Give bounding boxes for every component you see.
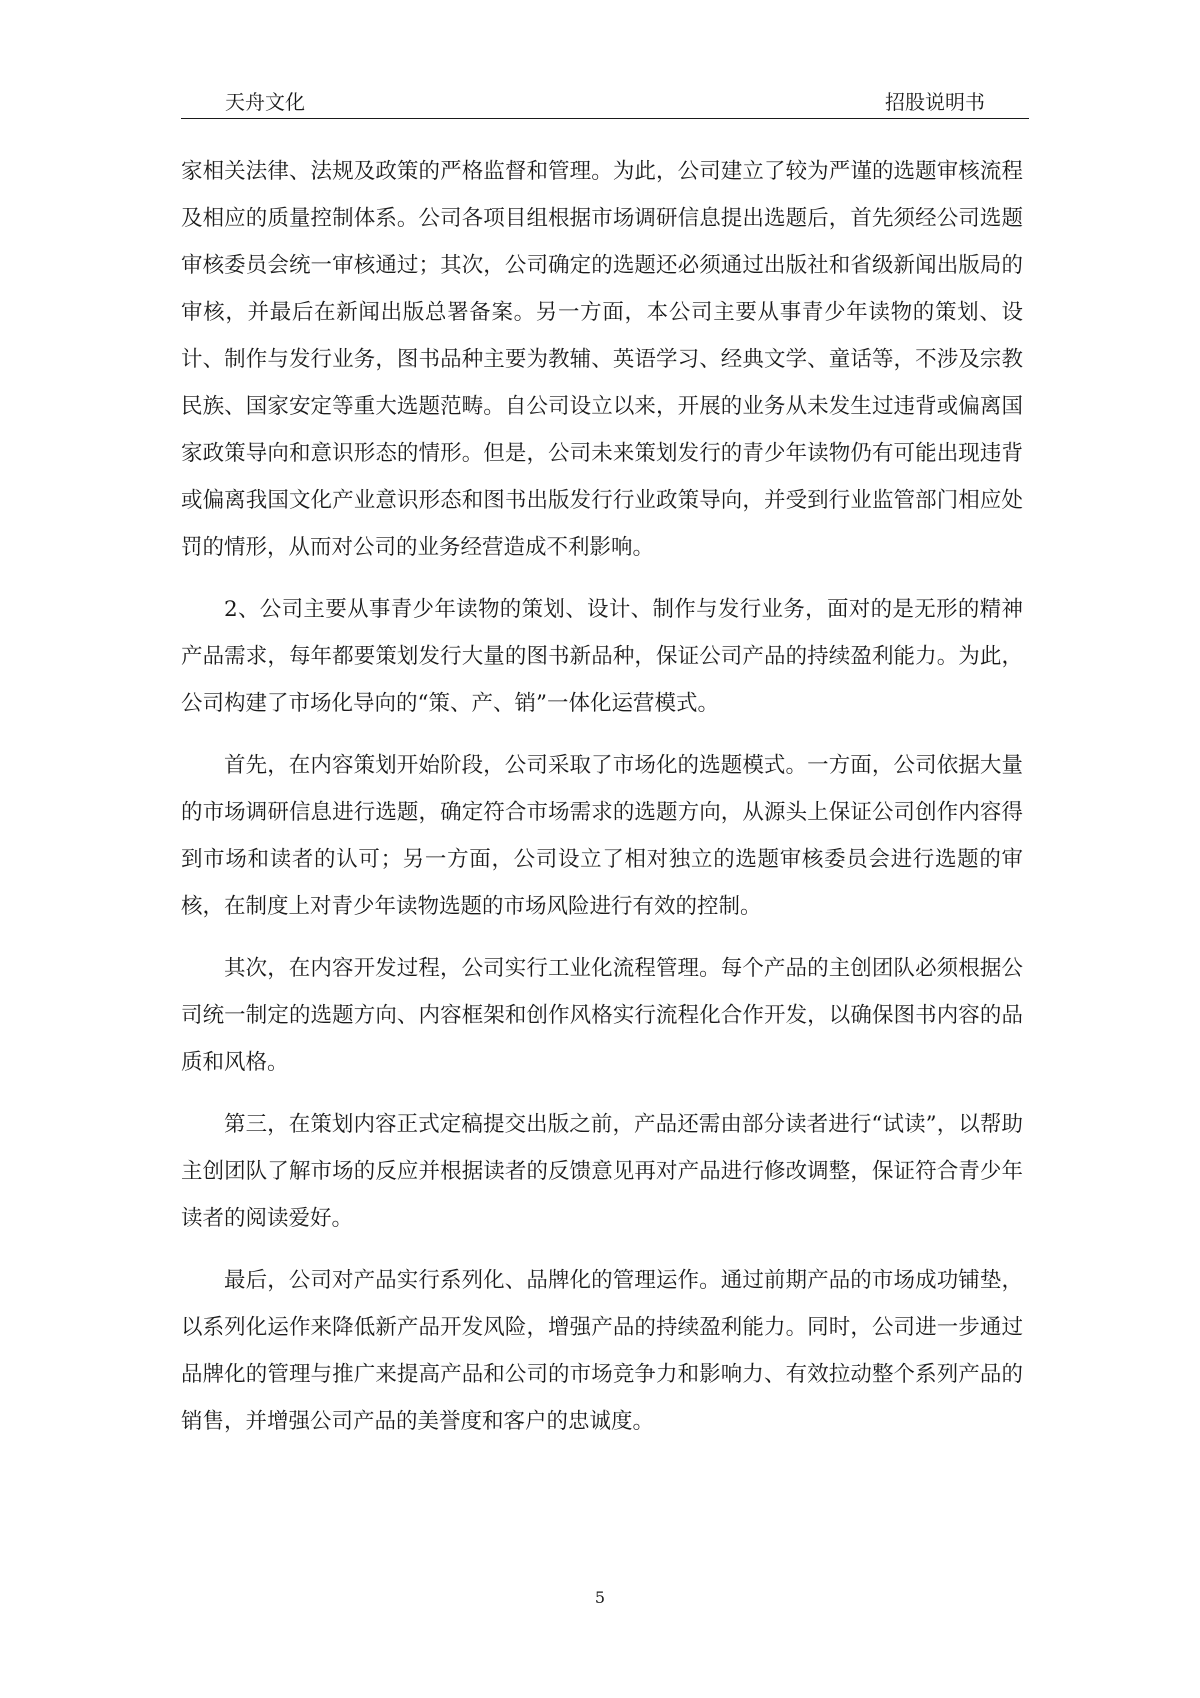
paragraph: 其次，在内容开发过程，公司实行工业化流程管理。每个产品的主创团队必须根据公司统一制定的选题方向、内容框架和创作风格实行流程化合作开发，以确保图书内容的品质和风格。	[181, 956, 1023, 1075]
page-number: 5	[594, 1588, 606, 1607]
paragraph: 第三，在策划内容正式定稿提交出版之前，产品还需由部分读者进行“试读”，以帮助主创团队了解市场的反应并根据读者的反馈意见再对产品进行修改调整，保证符合青少年读者的阅读爱好。	[181, 1112, 1023, 1231]
paragraph-continued: 家相关法律、法规及政策的严格监督和管理。为此，公司建立了较为严谨的选题审核流程及相应的质量控制体系。公司各项目组根据市场调研信息提出选题后，首先须经公司选题审核委员会统一审核通过；其次，公司确定的选题还必须通过出版社和省级新闻出版局的审核，并最后在新闻出版总署备案。另一方面，本公司主要从事青少年读物的策划、设计、制作与发行业务，图书品种主要为教辅、英语学习、经典文学、童话等，不涉及宗教民族、国家安定等重大选题范畴。自公司设立以来，开展的业务从未发生过违背或偏离国家政策导向和意识形态的情形。但是，公司未来策划发行的青少年读物仍有可能出现违背或偏离我国文化产业意识形态和图书出版发行行业政策导向，并受到行业监管部门相应处罚的情形，从而对公司的业务经营造成不利影响。	[181, 159, 1023, 560]
header-document-title: 招股说明书	[885, 90, 985, 114]
page-header	[181, 88, 1029, 116]
paragraph: 2、公司主要从事青少年读物的策划、设计、制作与发行业务，面对的是无形的精神产品需求，每年都要策划发行大量的图书新品种，保证公司产品的持续盈利能力。为此，公司构建了市场化导向的“策、产、销”一体化运营模式。	[181, 597, 1023, 716]
header-rule	[181, 118, 1029, 119]
header-company-name: 天舟文化	[225, 90, 305, 114]
paragraph: 首先，在内容策划开始阶段，公司采取了市场化的选题模式。一方面，公司依据大量的市场调研信息进行选题，确定符合市场需求的选题方向，从源头上保证公司创作内容得到市场和读者的认可；另一方面，公司设立了相对独立的选题审核委员会进行选题的审核，在制度上对青少年读物选题的市场风险进行有效的控制。	[181, 753, 1023, 919]
paragraph: 最后，公司对产品实行系列化、品牌化的管理运作。通过前期产品的市场成功铺垫，以系列化运作来降低新产品开发风险，增强产品的持续盈利能力。同时，公司进一步通过品牌化的管理与推广来提高产品和公司的市场竞争力和影响力、有效拉动整个系列产品的销售，并增强公司产品的美誉度和客户的忠诚度。	[181, 1268, 1023, 1434]
page-body	[181, 148, 1023, 1460]
